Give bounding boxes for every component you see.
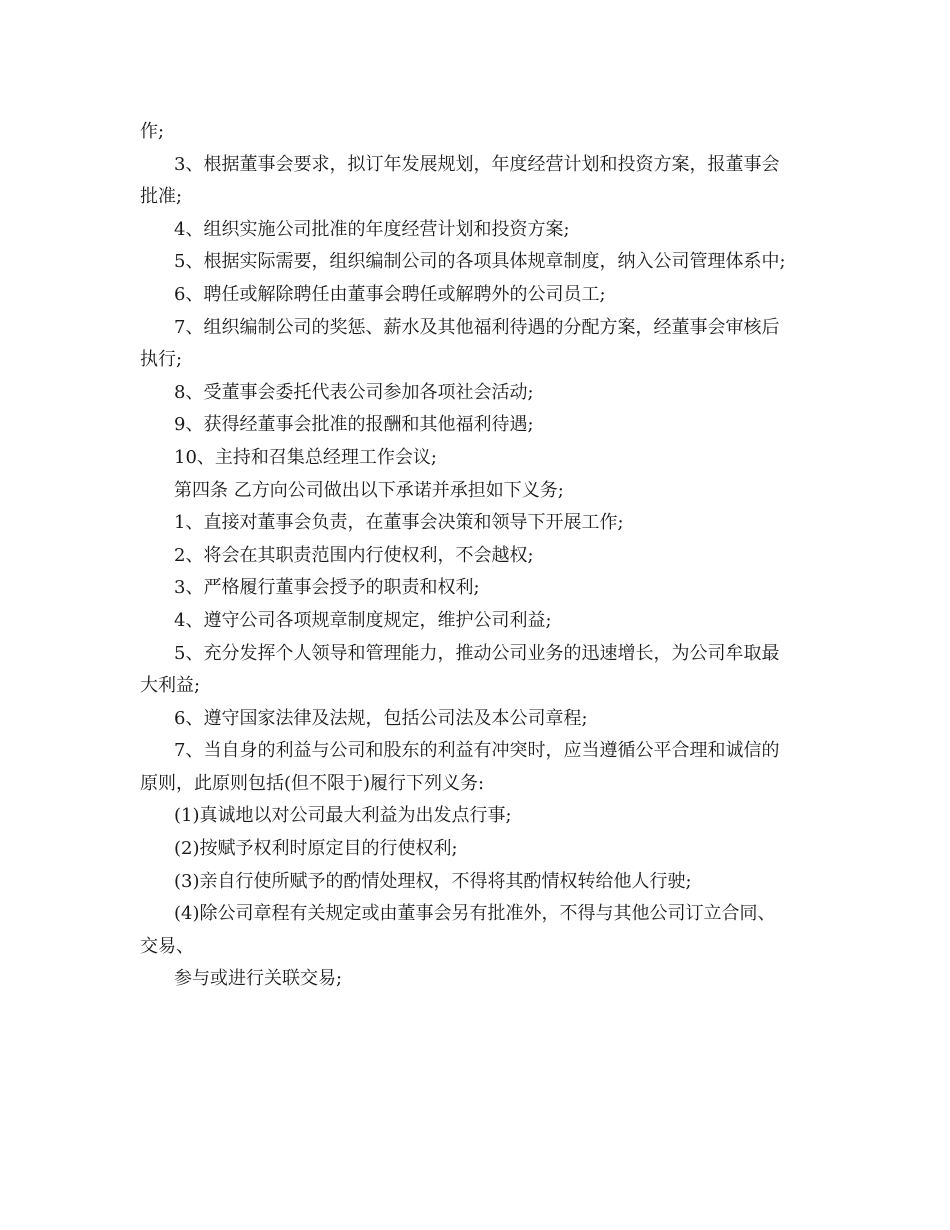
text-line: 6、聘任或解除聘任由董事会聘任或解聘外的公司员工; [174,283,606,305]
text-line: 第四条 乙方向公司做出以下承诺并承担如下义务; [174,479,564,501]
text-line: 交易、 [140,935,194,957]
text-line: 大利益; [140,675,201,697]
text-line: 原则，此原则包括(但不限于)履行下列义务: [140,772,485,794]
text-line: 10、主持和召集总经理工作会议; [174,446,437,468]
text-line: (4)除公司章程有关规定或由董事会另有批准外，不得与其他公司订立合同、 [174,903,776,925]
text-line: 7、当自身的利益与公司和股东的利益有冲突时，应当遵循公平合理和诚信的 [174,740,780,762]
text-line: 5、充分发挥个人领导和管理能力，推动公司业务的迅速增长，为公司牟取最 [174,642,780,664]
text-line: 4、遵守公司各项规章制度规定，维护公司利益; [174,609,552,631]
text-line: 5、根据实际需要，组织编制公司的各项具体规章制度，纳入公司管理体系中; [174,251,786,273]
text-line: 2、将会在其职责范围内行使权利，不会越权; [174,544,534,566]
text-line: 7、组织编制公司的奖惩、薪水及其他福利待遇的分配方案，经董事会审核后 [174,316,780,338]
text-line: 4、组织实施公司批准的年度经营计划和投资方案; [174,218,570,240]
text-line: (3)亲自行使所赋予的酌情处理权，不得将其酌情权转给他人行驶; [174,870,692,892]
text-line: 8、受董事会委托代表公司参加各项社会活动; [174,381,534,403]
text-line: 6、遵守国家法律及法规，包括公司法及本公司章程; [174,707,588,729]
text-line: (1)真诚地以对公司最大利益为出发点行事; [174,805,512,827]
text-line: 9、获得经董事会批准的报酬和其他福利待遇; [174,414,534,436]
text-line: 作; [140,121,165,142]
text-line: 1、直接对董事会负责，在董事会决策和领导下开展工作; [174,512,624,534]
document-body [140,116,812,996]
text-line: 参与或进行关联交易; [174,968,343,990]
text-line: 执行; [140,349,183,371]
text-line: 批准; [140,186,183,208]
text-line: 3、严格履行董事会授予的职责和权利; [174,577,480,599]
text-line: 3、根据董事会要求，拟订年发展规划，年度经营计划和投资方案，报董事会 [174,153,780,175]
text-line: (2)按赋予权利时原定目的行使权利; [174,838,458,860]
